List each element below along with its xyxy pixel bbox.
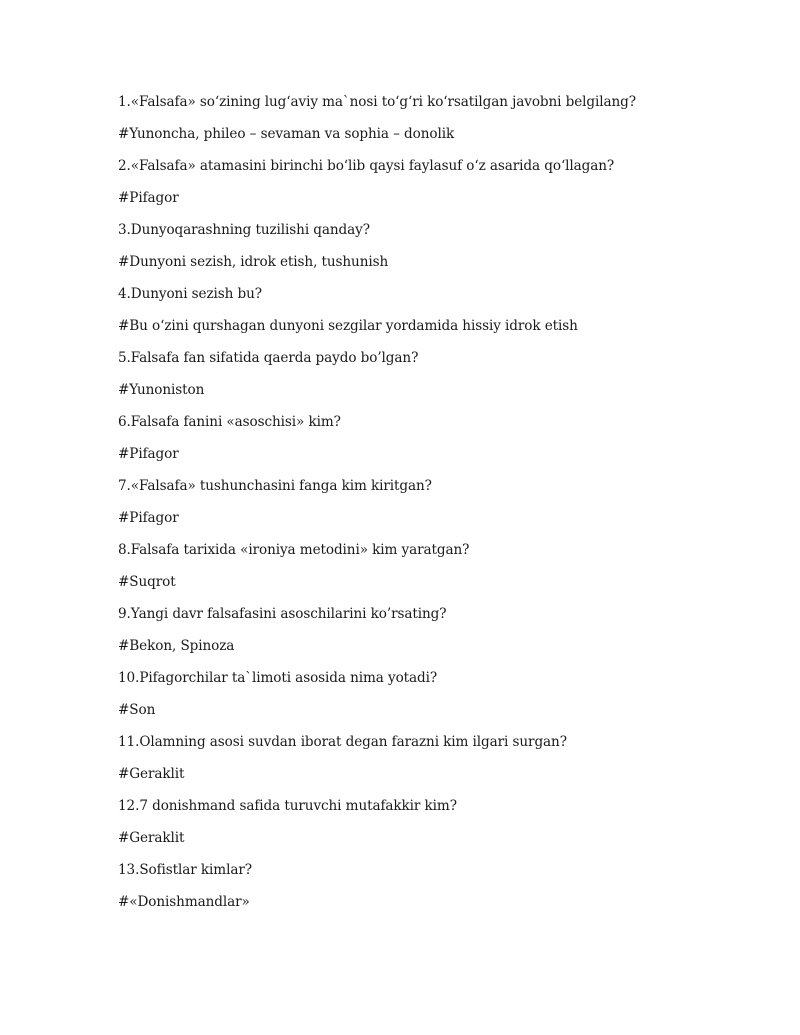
question-answer-list: [118, 92, 758, 924]
answer-text: #«Donishmandlar»: [118, 894, 250, 910]
question-text: 6.Falsafa fanini «asoschisi» kim?: [118, 414, 341, 430]
answer-text: #Son: [118, 702, 156, 718]
question-text: 3.Dunyoqarashning tuzilishi qanday?: [118, 222, 370, 238]
answer-text: #Yunoniston: [118, 382, 205, 398]
answer-text: #Pifagor: [118, 510, 179, 526]
answer-text: #Bu o‘zini qurshagan dunyoni sezgilar yordamida hissiy idrok etish: [118, 318, 578, 334]
answer-text: #Pifagor: [118, 446, 179, 462]
question-text: 5.Falsafa fan sifatida qaerda paydo bo’lgan?: [118, 350, 419, 366]
answer-text: #Geraklit: [118, 766, 185, 782]
answer-text: #Suqrot: [118, 574, 176, 590]
question-text: 13.Sofistlar kimlar?: [118, 862, 252, 878]
answer-text: #Yunoncha, phileo – sevaman va sophia – donolik: [118, 126, 455, 142]
question-text: 2.«Falsafa» atamasini birinchi bo‘lib qaysi faylasuf o‘z asarida qo‘llagan?: [118, 158, 615, 174]
question-text: 12.7 donishmand safida turuvchi mutafakkir kim?: [118, 798, 457, 814]
answer-text: #Pifagor: [118, 190, 179, 206]
question-text: 10.Pifagorchilar ta`limoti asosida nima yotadi?: [118, 670, 438, 686]
question-text: 1.«Falsafa» so‘zining lug‘aviy ma`nosi to‘g‘ri ko‘rsatilgan javobni belgilang?: [118, 94, 636, 110]
answer-text: #Geraklit: [118, 830, 185, 846]
question-text: 9.Yangi davr falsafasini asoschilarini ko’rsating?: [118, 606, 447, 622]
question-text: 7.«Falsafa» tushunchasini fanga kim kiritgan?: [118, 478, 432, 494]
question-text: 8.Falsafa tarixida «ironiya metodini» kim yaratgan?: [118, 542, 470, 558]
question-text: 11.Olamning asosi suvdan iborat degan farazni kim ilgari surgan?: [118, 734, 567, 750]
answer-text: #Dunyoni sezish, idrok etish, tushunish: [118, 254, 389, 270]
question-text: 4.Dunyoni sezish bu?: [118, 286, 262, 302]
answer-text: #Bekon, Spinoza: [118, 638, 235, 654]
